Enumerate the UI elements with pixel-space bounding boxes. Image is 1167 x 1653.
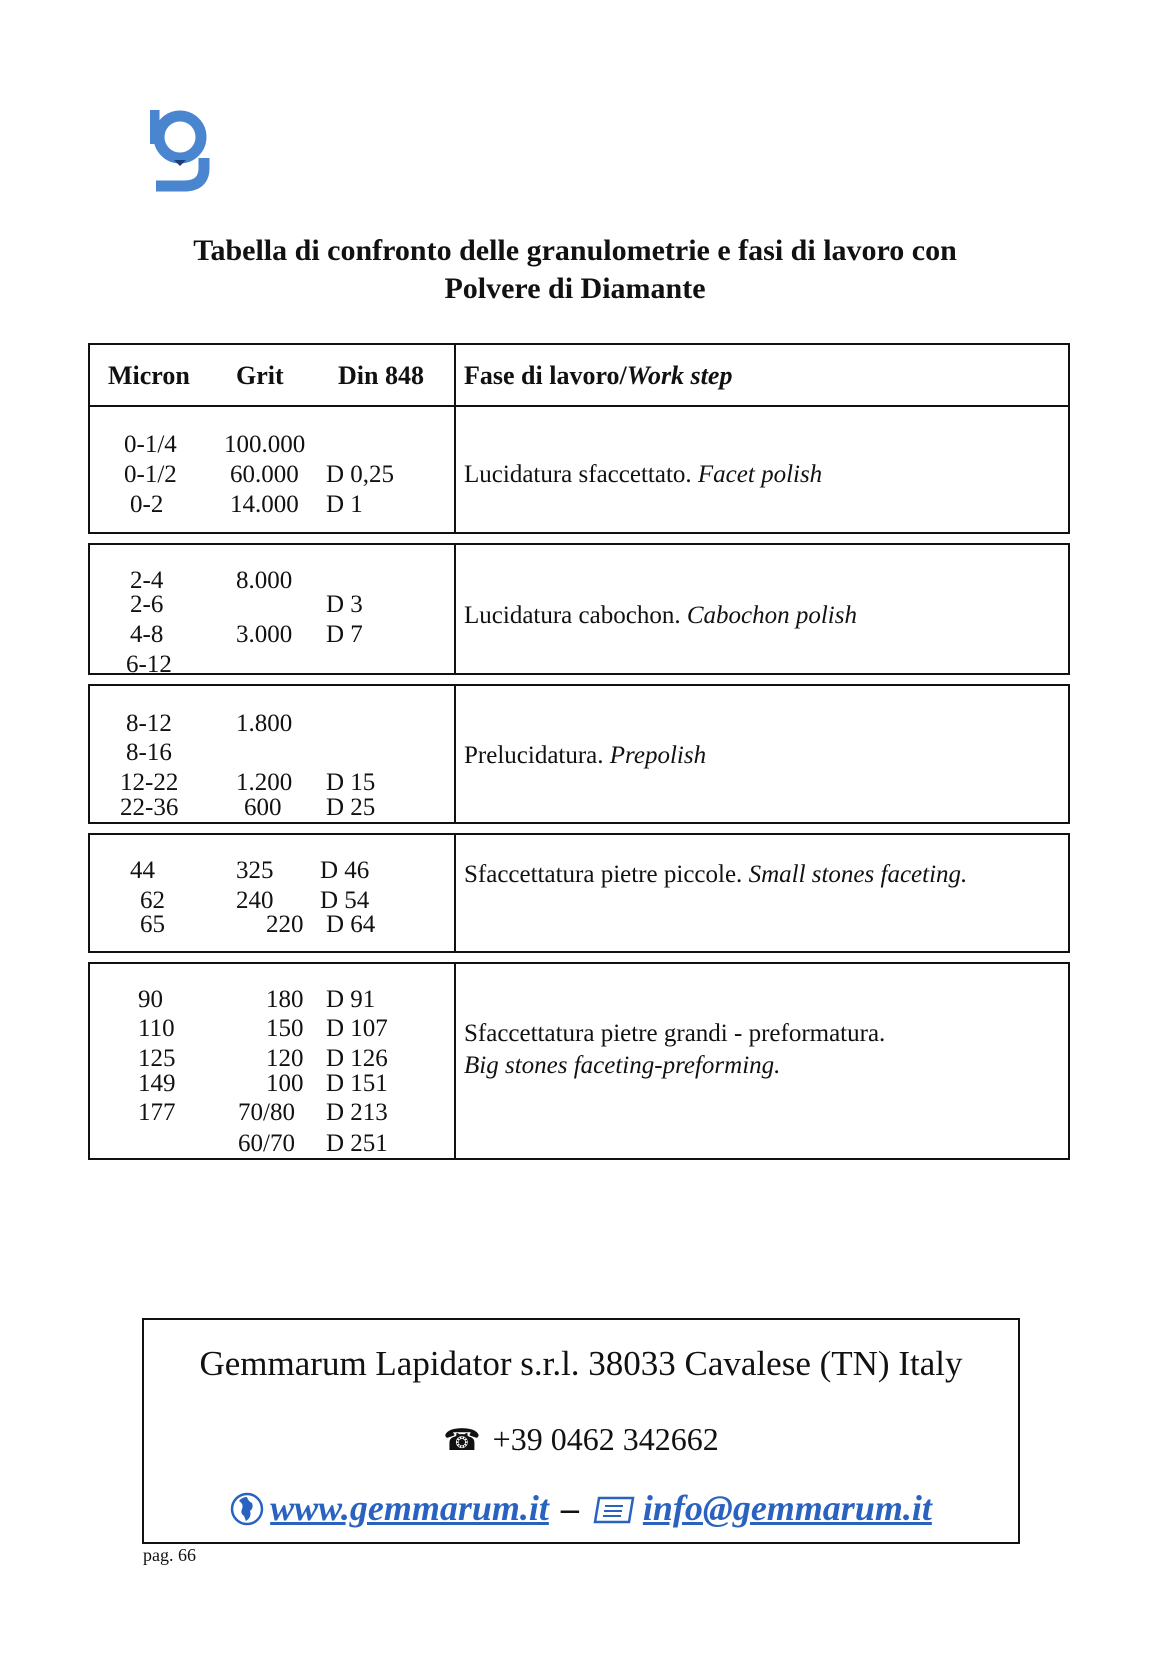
grit-value: 60/70 <box>238 1130 295 1157</box>
micron-value: 44 <box>130 857 155 884</box>
table-row <box>88 962 1070 1160</box>
grit-value: 180 <box>266 986 304 1013</box>
globe-icon <box>230 1492 264 1526</box>
header-work-step-en: Work step <box>626 361 733 390</box>
din-value: D 46 <box>320 857 370 884</box>
work-step-en: Small stones faceting. <box>748 861 968 888</box>
micron-value: 125 <box>138 1045 176 1072</box>
din-value: D 213 <box>326 1099 388 1126</box>
micron-value: 22-36 <box>120 794 179 821</box>
micron-value: 90 <box>138 986 163 1013</box>
grit-value: 220 <box>266 911 304 938</box>
email-link[interactable]: info@gemmarum.it <box>642 1488 932 1528</box>
column-divider <box>454 345 456 405</box>
header-din: Din 848 <box>338 361 424 390</box>
table-row <box>88 405 1070 534</box>
work-step-en: Prepolish <box>609 742 707 769</box>
micron-value: 8-12 <box>126 710 172 737</box>
din-value: D 7 <box>326 621 363 648</box>
column-divider <box>454 545 456 673</box>
micron-value: 0-2 <box>130 491 164 518</box>
column-divider <box>454 835 456 951</box>
page-title <box>0 232 1150 308</box>
work-step-it: Sfaccettatura pietre piccole. <box>464 861 743 888</box>
work-step-en: Cabochon polish <box>686 602 857 629</box>
header-work-step-it: Fase di lavoro/ <box>464 361 627 390</box>
micron-value: 0-1/2 <box>124 461 177 488</box>
table-header <box>88 343 1070 407</box>
contact-box <box>142 1318 1020 1544</box>
grit-value: 3.000 <box>236 621 293 648</box>
work-step-description <box>464 859 967 891</box>
table-row <box>88 543 1070 678</box>
din-value: D 15 <box>326 769 376 796</box>
micron-value: 110 <box>138 1015 175 1042</box>
din-value: D 3 <box>326 591 363 618</box>
grit-value: 14.000 <box>230 491 299 518</box>
din-value: D 54 <box>320 887 370 914</box>
website-link[interactable]: www.gemmarum.it <box>270 1488 549 1528</box>
din-value: D 251 <box>326 1130 388 1157</box>
din-value: D 91 <box>326 986 376 1013</box>
din-value: D 25 <box>326 794 376 821</box>
micron-value: 2-4 <box>130 567 164 594</box>
work-step-description <box>464 459 822 491</box>
work-step-description <box>464 600 857 632</box>
column-divider <box>454 407 456 532</box>
micron-value: 12-22 <box>120 769 179 796</box>
phone-number: +39 0462 342662 <box>492 1421 719 1457</box>
column-divider <box>454 686 456 822</box>
work-step-it: Lucidatura cabochon. <box>464 602 681 629</box>
work-step-it: Prelucidatura. <box>464 742 604 769</box>
micron-value: 0-1/4 <box>124 431 177 458</box>
gemmarum-logo <box>150 104 212 194</box>
grit-value: 100 <box>266 1070 304 1097</box>
contact-links <box>144 1486 1018 1530</box>
table-row <box>88 833 1070 953</box>
column-divider <box>454 964 456 1158</box>
micron-value: 2-6 <box>130 591 164 618</box>
grit-value: 325 <box>236 857 274 884</box>
micron-value: 62 <box>140 887 165 914</box>
work-step-it: Lucidatura sfaccettato. <box>464 461 692 488</box>
din-value: D 107 <box>326 1015 388 1042</box>
work-step-en: Facet polish <box>697 461 823 488</box>
micron-value: 8-16 <box>126 739 172 766</box>
work-step-description <box>464 1018 885 1082</box>
work-step-description <box>464 740 706 772</box>
micron-value: 6-12 <box>126 651 172 678</box>
din-value: D 126 <box>326 1045 388 1072</box>
grit-value: 60.000 <box>230 461 299 488</box>
title-line-2: Polvere di Diamante <box>444 272 706 305</box>
header-micron: Micron <box>108 361 190 390</box>
din-value: D 1 <box>326 491 363 518</box>
din-value: D 0,25 <box>326 461 395 488</box>
table-row <box>88 684 1070 824</box>
telephone-icon: ☎ <box>443 1424 481 1457</box>
phone-line <box>144 1420 1018 1460</box>
grit-value: 240 <box>236 887 274 914</box>
company-address: Gemmarum Lapidator s.r.l. 38033 Cavalese (TN) Italy <box>199 1344 963 1383</box>
din-value: D 151 <box>326 1070 388 1097</box>
grit-value: 1.200 <box>236 769 293 796</box>
grit-value: 150 <box>266 1015 304 1042</box>
micron-value: 4-8 <box>130 621 164 648</box>
grit-value: 8.000 <box>236 567 293 594</box>
links-separator: – <box>560 1488 579 1528</box>
title-line-1: Tabella di confronto delle granulometrie e fasi di lavoro con <box>193 234 957 267</box>
grit-value: 100.000 <box>224 431 306 458</box>
header-grit: Grit <box>236 361 284 390</box>
grit-value: 120 <box>266 1045 304 1072</box>
micron-value: 65 <box>140 911 165 938</box>
grit-value: 1.800 <box>236 710 293 737</box>
micron-value: 149 <box>138 1070 176 1097</box>
work-step-it: Sfaccettatura pietre grandi - preformatura. <box>464 1020 886 1047</box>
din-value: D 64 <box>326 911 376 938</box>
mail-icon <box>591 1492 637 1526</box>
header-work-step <box>464 361 732 391</box>
micron-value: 177 <box>138 1099 176 1126</box>
work-step-en: Big stones faceting-preforming. <box>464 1052 781 1079</box>
grit-value: 70/80 <box>238 1099 295 1126</box>
page-number: pag. 66 <box>143 1545 196 1565</box>
grit-value: 600 <box>244 794 282 821</box>
